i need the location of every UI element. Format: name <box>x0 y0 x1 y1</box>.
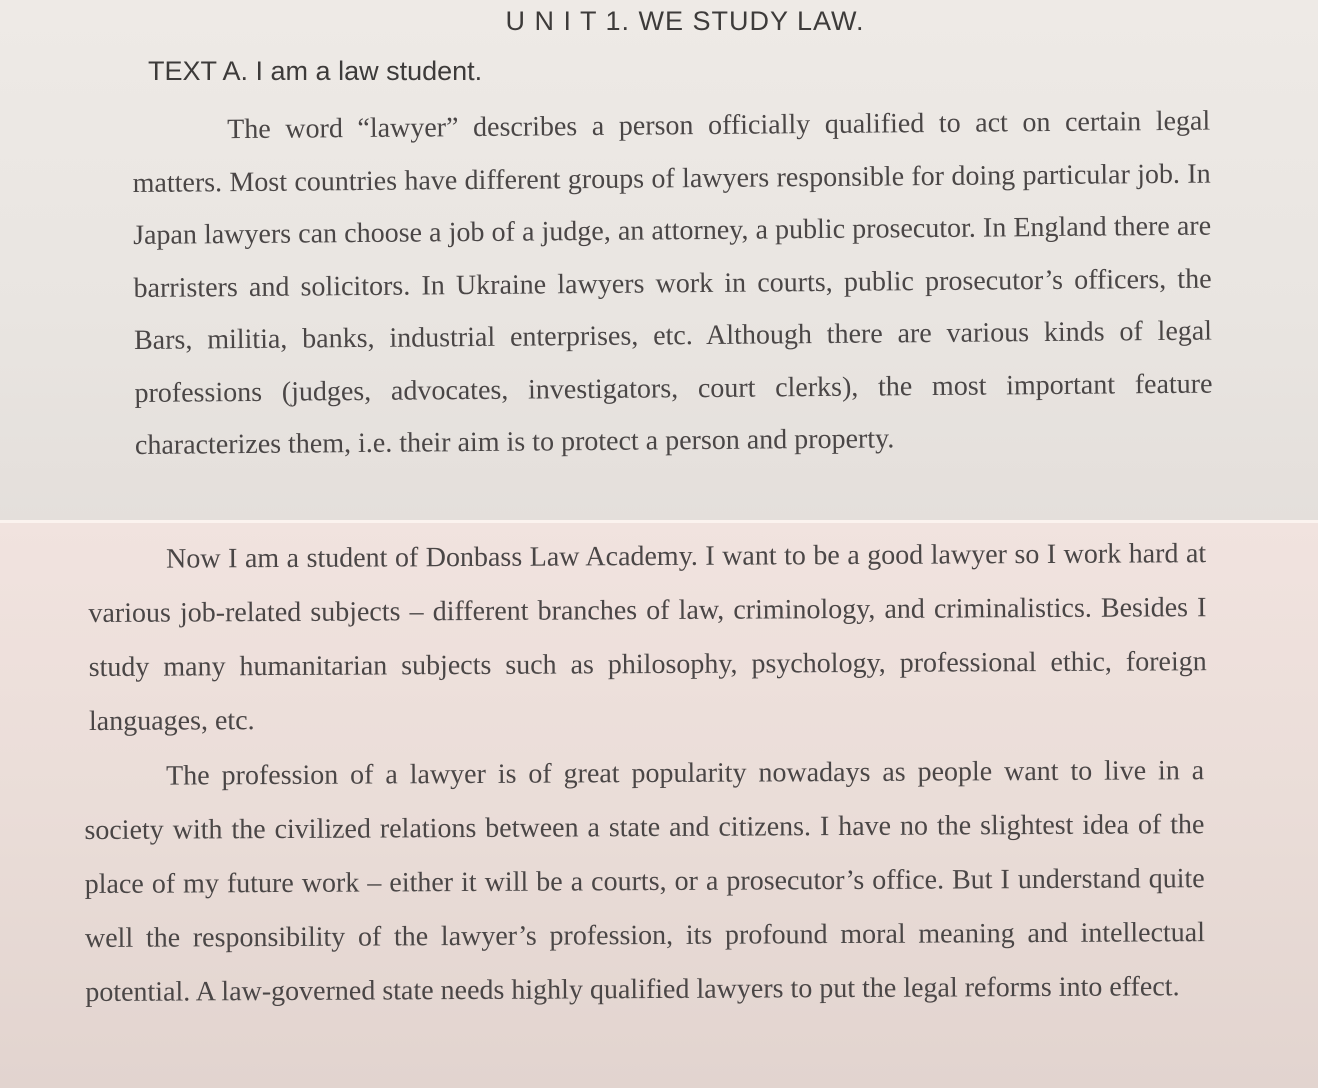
unit-title: U N I T 1. WE STUDY LAW. <box>505 6 865 36</box>
text-heading: TEXT A. I am a law student. <box>148 56 483 86</box>
photo-seam <box>0 520 1318 523</box>
paragraph-1: The word “lawyer” describes a person officially qualified to act on certain legal matters. Most countries have different groups of lawyers responsible for doing particular job. In Japan lawyers can choose a job of a judge, an attorney, a public prosecutor. In England there are barristers and solicitors. In Ukraine lawyers work in courts, public prosecutor’s officers, the Bars, militia, banks, industrial enterprises, etc. Although there are various kinds of legal professions (judges, advocates, investigators, court clerks), the most important feature characterizes them, i.e. their aim is to protect a person and property. <box>132 105 1213 461</box>
paragraph-3: The profession of a lawyer is of great popularity nowadays as people want to live in a society with the civilized relations between a state and citizens. I have no the slightest idea of the place of my future work – either it will be a courts, or a prosecutor’s office. But I understand quite well the responsibility of the lawyer’s profession, its profound moral meaning and intellectual potential. A law-governed state needs highly qualified lawyers to put the legal reforms into effect. <box>84 755 1206 1008</box>
paragraph-2: Now I am a student of Donbass Law Academy. I want to be a good lawyer so I work hard at various job-related subjects – different branches of law, criminology, and criminalistics. Besides I study many humanitarian subjects such as philosophy, psychology, professional ethic, foreign languages, etc. <box>88 538 1207 737</box>
